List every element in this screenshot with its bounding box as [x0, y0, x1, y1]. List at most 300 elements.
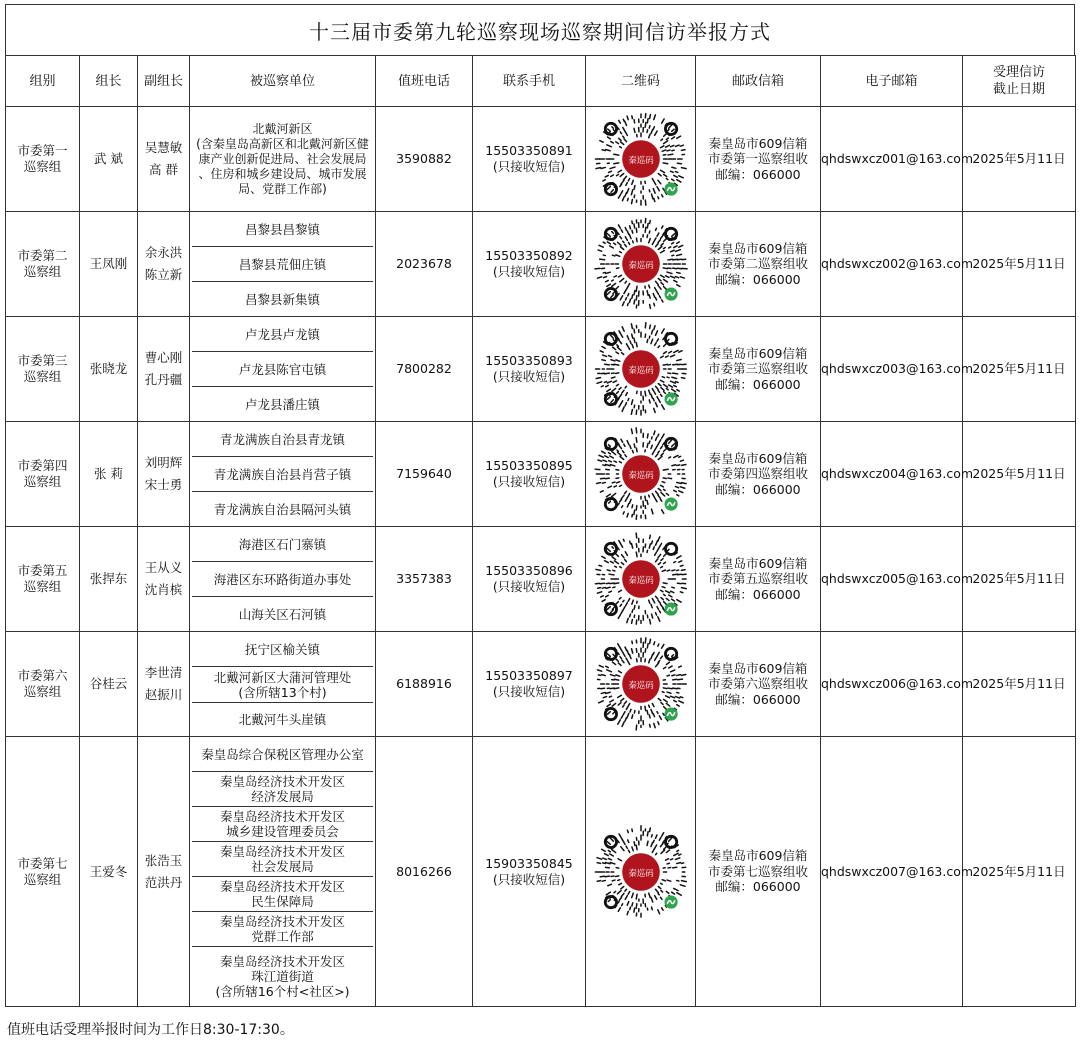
qr-dash [608, 899, 610, 901]
qr-dash [621, 563, 623, 565]
qr-dash [655, 386, 658, 389]
qr-dash [649, 190, 650, 192]
qr-dash [619, 252, 621, 253]
qr-dash [604, 456, 607, 458]
qr-dash [671, 655, 673, 657]
qr-dash [660, 604, 663, 608]
qr-dash [667, 692, 671, 693]
qr-dash [633, 338, 634, 342]
qr-dash [653, 127, 654, 130]
qr-dash [633, 908, 634, 912]
qr-dash [647, 291, 648, 296]
mobile-cell [473, 422, 586, 527]
unit-entry [192, 771, 373, 806]
mailbox-line1: 秦皇岛市609信箱 [696, 241, 820, 257]
mailbox-line3: 邮编：066000 [696, 272, 820, 288]
qr-dash [673, 490, 676, 491]
unit-line: 秦皇岛经济技术开发区 [220, 879, 345, 894]
mailbox-line3: 邮编：066000 [696, 167, 820, 183]
qr-dash [647, 119, 648, 123]
qr-dash [610, 142, 613, 143]
qr-dash [670, 145, 673, 146]
qr-dash [617, 720, 620, 724]
qr-dash [625, 403, 626, 406]
unit-line: 昌黎县昌黎镇 [245, 222, 320, 237]
group-line2: 巡察组 [6, 579, 79, 595]
unit-line: 山海关区石河镇 [239, 607, 327, 622]
qr-dash [676, 892, 680, 895]
qr-dash [597, 862, 600, 863]
qr-dash [631, 893, 633, 897]
qr-dash [673, 853, 677, 855]
table-row [6, 737, 1076, 1007]
qr-dash [668, 351, 671, 353]
qr-dash [636, 238, 637, 242]
mobile-number: 15503350895 [473, 458, 585, 474]
qr-cell [586, 527, 696, 632]
qr-dash [620, 142, 623, 145]
group-line1: 市委第二 [6, 248, 79, 264]
qr-dash [652, 241, 654, 245]
qr-dash [663, 846, 665, 848]
qr-dash [647, 831, 648, 835]
qr-dash [653, 408, 654, 412]
qr-dash [663, 287, 666, 290]
header-row [6, 56, 1076, 107]
qr-dash [597, 382, 602, 384]
qr-dash [627, 830, 628, 832]
qr-dash [612, 662, 615, 664]
qr-dash [663, 583, 667, 584]
qr-dash [634, 606, 635, 610]
deputy-cell [138, 737, 190, 1007]
unit-entry [192, 596, 373, 631]
mobile-number: 15503350893 [473, 353, 585, 369]
qr-dash [615, 142, 618, 144]
qr-dash [615, 287, 618, 290]
qr-dash [631, 505, 632, 508]
qr-dash [660, 146, 663, 148]
qr-dash [660, 275, 664, 277]
qr-dash [663, 141, 667, 144]
qr-dash [676, 850, 678, 851]
qr-dash [610, 583, 614, 584]
unit-line: 城乡建设管理委员会 [226, 824, 339, 839]
qr-dash [658, 563, 660, 565]
qr-dash [624, 193, 626, 197]
qr-dash [622, 600, 623, 602]
qr-dash [610, 837, 613, 841]
qr-wrapper [586, 112, 695, 206]
qr-dash [653, 431, 654, 435]
qr-dash [620, 132, 621, 134]
mailbox-line1: 秦皇岛市609信箱 [696, 136, 820, 152]
qr-dash [613, 163, 618, 164]
qr-dash [673, 246, 676, 248]
qr-dash [599, 455, 603, 457]
qr-dash [655, 331, 657, 335]
qr-dash [667, 150, 670, 151]
qr-dash [607, 233, 610, 236]
qr-dash [655, 298, 656, 300]
qr-code-icon [594, 217, 688, 311]
qr-dash [618, 120, 620, 123]
deputy-name: 李世清 [138, 665, 189, 681]
qr-dash [678, 561, 681, 562]
qr-dash [658, 246, 662, 249]
qr-dash [657, 661, 659, 663]
qr-dash [631, 116, 632, 119]
qr-dash [676, 285, 679, 287]
qr-dash [633, 300, 634, 304]
deputy-name: 范洪丹 [138, 875, 189, 891]
qr-dash [647, 235, 648, 238]
deputy-name: 沈肖槟 [138, 582, 189, 598]
qr-dash [658, 174, 661, 176]
qr-dash [594, 268, 599, 269]
qr-dash [627, 294, 628, 296]
mailbox-cell [696, 107, 821, 212]
qr-dash [657, 644, 658, 646]
duty-phone-cell: 6188916 [376, 632, 473, 737]
qr-dash [628, 179, 629, 181]
qr-dash [620, 846, 623, 850]
qr-dash [656, 397, 658, 401]
qr-dash [615, 255, 619, 256]
qr-dash [608, 453, 610, 454]
mailbox-line1: 秦皇岛市609信箱 [696, 848, 820, 864]
qr-dash [631, 199, 632, 203]
qr-dash [660, 235, 663, 239]
mailbox-line1: 秦皇岛市609信箱 [696, 556, 820, 572]
qr-dash [648, 600, 649, 603]
qr-dash [652, 179, 654, 182]
qr-dash [620, 174, 624, 177]
qr-dash [670, 250, 674, 252]
qr-dash [601, 849, 605, 851]
unit-line: 昌黎县新集镇 [245, 292, 320, 307]
qr-dash [633, 224, 634, 228]
mailbox-line3: 邮编：066000 [696, 587, 820, 603]
leader-cell: 张晓龙 [80, 317, 138, 422]
mobile-cell [473, 527, 586, 632]
qr-dash [632, 345, 633, 348]
qr-dash [627, 911, 628, 914]
qr-dash [648, 134, 649, 137]
qr-dash [655, 853, 656, 854]
mailbox-line2: 市委第一巡察组收 [696, 151, 820, 167]
unit-line: 秦皇岛经济技术开发区 [220, 954, 345, 969]
qr-dash [660, 897, 661, 899]
qr-dash [649, 400, 650, 403]
qr-dash [609, 700, 612, 702]
qr-logo-text: 秦巡码 [628, 575, 654, 585]
qr-dash [667, 688, 671, 689]
qr-dash [665, 356, 668, 357]
deputy-name: 宋士勇 [138, 477, 189, 493]
deadline-cell: 2025年5月11日 [963, 632, 1076, 737]
qr-dash [650, 654, 652, 658]
qr-dash [650, 339, 652, 343]
qr-dash [656, 607, 658, 610]
qr-dash [620, 604, 621, 606]
qr-dash [660, 283, 662, 285]
mailbox-line1: 秦皇岛市609信箱 [696, 451, 820, 467]
unit-line: 抚宁区榆关镇 [245, 642, 320, 657]
mailbox-line2: 市委第五巡察组收 [696, 571, 820, 587]
qr-dash [659, 837, 661, 840]
qr-dash [607, 397, 610, 400]
qr-dash [658, 456, 662, 459]
qr-dash [659, 543, 661, 547]
qr-dash [663, 594, 665, 595]
qr-dash [634, 128, 635, 132]
group-cell [6, 317, 80, 422]
qr-dash [670, 355, 674, 357]
qr-dash [631, 400, 632, 405]
qr-dash [615, 659, 618, 662]
qr-dash [618, 615, 620, 619]
qr-dash [596, 378, 600, 379]
qr-dash [602, 482, 605, 483]
qr-dash [602, 862, 605, 863]
table-row [6, 107, 1076, 212]
qr-dash [681, 588, 686, 589]
qr-dash [658, 489, 661, 491]
table-row [6, 527, 1076, 632]
qr-dash [625, 603, 627, 606]
qr-dash [651, 194, 652, 199]
qr-dash [636, 903, 637, 908]
qr-dash [655, 281, 658, 284]
qr-dash [625, 237, 627, 241]
qr-dash [634, 186, 635, 190]
unit-line: 北戴河牛头崖镇 [239, 712, 327, 727]
qr-dash [611, 190, 613, 193]
mailbox-line2: 市委第七巡察组收 [696, 864, 820, 880]
group-line1: 市委第一 [6, 143, 79, 159]
qr-dash [628, 891, 630, 894]
qr-dash [676, 272, 679, 273]
qr-dash [613, 381, 616, 383]
qr-dash [644, 496, 645, 500]
qr-dash [605, 876, 609, 877]
qr-dash [660, 485, 663, 487]
group-line1: 市委第三 [6, 353, 79, 369]
qr-dash [665, 591, 669, 593]
qr-dash [626, 618, 627, 622]
qr-dash [600, 351, 603, 352]
qr-dash [626, 846, 627, 848]
qr-dash [634, 711, 635, 713]
qr-dash [629, 709, 630, 712]
qr-dash [647, 644, 648, 648]
qr-dash [649, 535, 650, 538]
qr-dash [611, 232, 613, 234]
qr-dash [678, 351, 681, 352]
qr-logo-text: 秦巡码 [628, 155, 654, 165]
qr-dash [652, 599, 654, 603]
qr-dash [597, 460, 601, 461]
qr-dash [663, 384, 667, 387]
deputy-name: 赵振川 [138, 687, 189, 703]
qr-dash [632, 610, 633, 613]
qr-dash [662, 879, 665, 880]
qr-dash [675, 172, 677, 173]
qr-dash [611, 452, 615, 455]
qr-dash [621, 353, 623, 355]
units-cell [190, 212, 376, 317]
leader-cell: 王爱冬 [80, 737, 138, 1007]
unit-line: 秦皇岛经济技术开发区 [220, 914, 345, 929]
qr-dash [622, 241, 623, 243]
mailbox-line3: 邮编：066000 [696, 377, 820, 393]
qr-dash [668, 247, 670, 248]
qr-dash [671, 675, 674, 676]
qr-dash [619, 405, 620, 407]
qr-dash [626, 344, 627, 346]
unit-entry [192, 246, 373, 281]
mobile-note: (只接收短信) [473, 579, 585, 595]
qr-dash [616, 352, 618, 354]
qr-dash [672, 679, 676, 680]
qr-dash [671, 150, 673, 151]
qr-dash [610, 400, 612, 403]
qr-dash [624, 718, 625, 721]
qr-dash [662, 587, 665, 588]
deputy-name: 张浩玉 [138, 853, 189, 869]
units-cell [190, 317, 376, 422]
qr-dash [614, 461, 616, 462]
duty-phone-cell: 2023678 [376, 212, 473, 317]
qr-dash [671, 465, 675, 466]
qr-dash [619, 461, 621, 462]
qr-dash [609, 246, 613, 248]
qr-dash [612, 880, 615, 881]
qr-dash [663, 364, 667, 365]
qr-dash [601, 556, 604, 558]
qr-dash [659, 716, 661, 720]
qr-dash [672, 688, 676, 689]
qr-dash [660, 656, 662, 658]
qr-dash [678, 245, 682, 247]
header-deadline-line1: 受理信访 [963, 64, 1075, 81]
deputy-name: 王从义 [138, 560, 189, 576]
qr-dash [623, 539, 624, 541]
qr-dash [657, 537, 659, 541]
table-row [6, 317, 1076, 422]
qr-dash [667, 570, 670, 571]
qr-dash [675, 487, 678, 488]
qr-dash [601, 167, 605, 168]
qr-dash [650, 709, 652, 713]
qr-dash [628, 242, 629, 244]
qr-dash [632, 241, 633, 243]
qr-dash [666, 598, 669, 600]
qr-dash [628, 599, 630, 602]
deputy-name: 陈立新 [138, 267, 189, 283]
qr-dash [671, 167, 675, 168]
qr-dash [629, 299, 630, 302]
qr-dash [673, 280, 676, 282]
qr-dash [663, 248, 665, 249]
qr-dash [671, 587, 674, 588]
qr-dash [627, 336, 629, 340]
qr-dash [658, 886, 661, 888]
deputy-cell [138, 527, 190, 632]
header-mobile: 联系手机 [473, 56, 586, 107]
qr-dash [627, 441, 629, 445]
mailbox-line2: 市委第二巡察组收 [696, 256, 820, 272]
qr-dash [613, 243, 615, 244]
qr-dash [629, 445, 630, 448]
qr-dash [618, 663, 621, 665]
qr-dash [649, 325, 650, 328]
qr-dash [595, 569, 600, 570]
qr-dash [618, 858, 621, 860]
mobile-cell [473, 317, 586, 422]
qr-dash [607, 381, 611, 383]
qr-dash [597, 277, 601, 278]
qr-dash [657, 390, 659, 392]
qr-dash [608, 850, 610, 851]
qr-dash [668, 595, 671, 597]
qr-dash [647, 223, 648, 227]
qr-dash [602, 858, 606, 859]
qr-dash [680, 592, 683, 593]
units-cell [190, 632, 376, 737]
qr-dash [626, 189, 628, 194]
qr-dash [617, 879, 619, 880]
qr-dash [631, 409, 632, 414]
qr-dash [615, 875, 618, 876]
qr-dash [633, 329, 634, 333]
qr-dash [631, 544, 632, 549]
qr-dash [644, 391, 645, 396]
qr-dash [676, 600, 680, 602]
qr-dash [608, 356, 611, 357]
unit-entry [192, 107, 373, 211]
deputy-name: 余永洪 [138, 245, 189, 261]
qr-dash [661, 644, 663, 648]
qr-dash [631, 829, 632, 831]
qr-dash [607, 486, 611, 487]
qr-dash [624, 281, 626, 283]
qr-dash [649, 115, 650, 119]
qr-dash [603, 272, 605, 273]
qr-dash [666, 662, 669, 664]
unit-entry [192, 737, 373, 771]
qr-dash [667, 272, 672, 274]
unit-entry [192, 422, 373, 456]
qr-dash [655, 437, 656, 440]
qr-dash [621, 230, 623, 233]
qr-dash [668, 666, 671, 668]
qr-dash [606, 670, 611, 672]
qr-dash [608, 858, 611, 859]
qr-dash [623, 712, 625, 715]
qr-dash [618, 671, 621, 673]
qr-dash [657, 893, 658, 895]
qr-dash [606, 187, 610, 190]
qr-dash [660, 170, 664, 172]
qr-dash [601, 360, 604, 361]
qr-dash [610, 675, 615, 676]
qr-dash [657, 180, 660, 183]
qr-dash [627, 513, 628, 517]
qr-dash [619, 833, 620, 835]
qr-dash [653, 399, 654, 401]
